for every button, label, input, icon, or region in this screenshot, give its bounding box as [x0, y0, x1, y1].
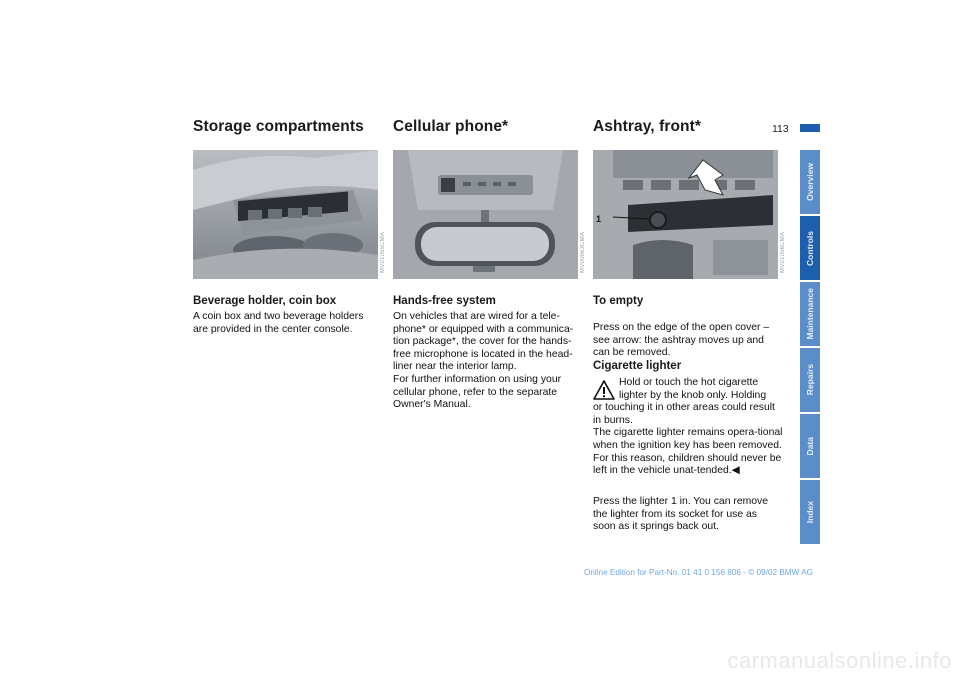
callout-1-label: 1: [596, 214, 602, 224]
heading-cigarette-lighter: Cigarette lighter: [593, 360, 682, 372]
warning-text: or touching it in other areas could result in burns. The cigarette lighter remains opera-tional when the ignition key has been removed. For this reason, children should never be left in the vehicle unat-tended.◀: [593, 402, 783, 477]
text-press-lighter: Press the lighter 1 in. You can remove the lighter from its socket for use as soon as it springs back out.: [593, 496, 769, 533]
warning-line-1: Hold or touch the hot cigarette: [619, 377, 759, 388]
footer-edition: Online Edition for Part-No. 01 41 0 156 806 - © 09/02 BMW AG: [583, 568, 813, 577]
page-number: 113: [772, 123, 789, 135]
warning-triangle-icon: [593, 380, 615, 400]
heading-hands-free: Hands-free system: [393, 295, 496, 307]
watermark: carmanualsonline.info: [727, 648, 952, 673]
text-to-empty: Press on the edge of the open cover – see arrow: the ashtray moves up and can be removed.: [593, 322, 770, 359]
warning-line-2: lighter by the knob only. Holding: [619, 389, 767, 401]
title-storage-compartments: Storage compartments: [193, 118, 364, 135]
tab-maintenance[interactable]: Maintenance: [800, 282, 820, 346]
tab-overview[interactable]: Overview: [800, 150, 820, 214]
photo-ashtray: [593, 150, 778, 279]
text-hands-free: On vehicles that are wired for a tele-phone* or equipped with a communica-tion package*, the cover for the hands-free microphone is located in the head-liner near the interior lamp.: [393, 311, 574, 373]
image-code-2: MV00663CMA: [580, 232, 586, 274]
title-cellular-phone: Cellular phone*: [393, 118, 509, 135]
tab-repairs[interactable]: Repairs: [800, 348, 820, 412]
text-owners-manual: For further information on using your cellular phone, refer to the separate Owner's Manual.: [393, 374, 562, 411]
tab-data[interactable]: Data: [800, 414, 820, 478]
heading-beverage-holder: Beverage holder, coin box: [193, 295, 337, 307]
image-code-3: MV01056CMA: [780, 232, 786, 274]
image-code-1: MV01055CMA: [380, 232, 386, 274]
photo-headliner-mirror: [393, 150, 578, 279]
photo-center-console: [193, 150, 378, 279]
text-beverage-holder: A coin box and two beverage holders are provided in the center console.: [193, 311, 364, 335]
title-ashtray-front: Ashtray, front*: [593, 118, 702, 135]
heading-to-empty: To empty: [593, 295, 644, 307]
page-marker: [800, 124, 820, 132]
tab-index[interactable]: Index: [800, 480, 820, 544]
tab-controls[interactable]: Controls: [800, 216, 820, 280]
